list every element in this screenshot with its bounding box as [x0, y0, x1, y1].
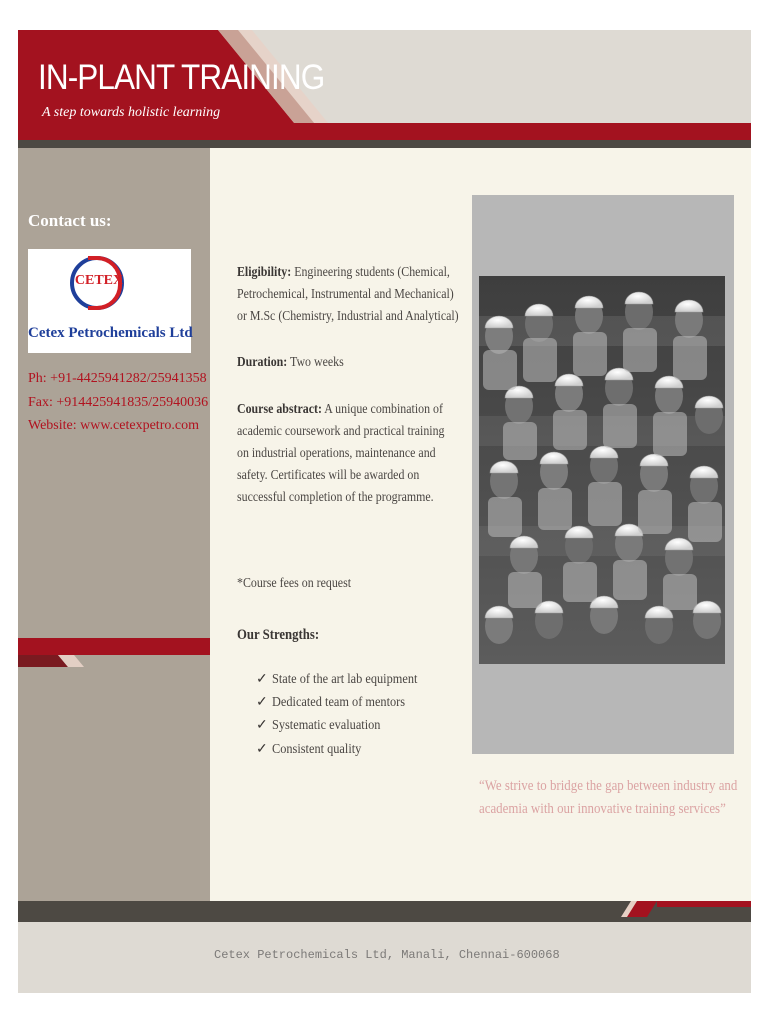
logo-mark-text: CETEX — [74, 273, 124, 288]
abstract-line: safety. Certificates will be awarded on — [237, 468, 420, 483]
workers-photo-illustration — [479, 276, 725, 664]
abstract-line: A unique combination of — [324, 402, 443, 417]
abstract-label: Course abstract: — [237, 402, 322, 417]
strength-item: State of the art lab equipment — [272, 672, 418, 687]
contact-sidebar — [18, 148, 210, 917]
eligibility-line: Petrochemical, Instrumental and Mechanical) — [237, 287, 454, 302]
contact-website-link[interactable]: Website: www.cetexpetro.com — [28, 418, 199, 433]
workers-group-photo — [479, 276, 725, 664]
footer-red-strip — [657, 901, 751, 907]
contact-phone: Ph: +91-4425941282/25941358 — [28, 371, 207, 386]
page-title: IN-PLANT TRAINING — [38, 58, 325, 97]
checkmark-icon: ✓ — [256, 742, 268, 757]
strength-item: Dedicated team of mentors — [272, 695, 406, 710]
logo-company-name: Cetex Petrochemicals Ltd — [28, 325, 193, 341]
checkmark-icon: ✓ — [256, 672, 268, 687]
checkmark-icon: ✓ — [256, 718, 268, 733]
duration-block — [237, 352, 344, 374]
footer-address: Cetex Petrochemicals Ltd, Manali, Chennai-600068 — [214, 948, 560, 962]
brochure-page — [18, 30, 751, 993]
quote-line: “We strive to bridge the gap between industry and — [479, 778, 738, 794]
company-logo — [28, 249, 191, 353]
abstract-line: successful completion of the programme. — [237, 490, 434, 505]
abstract-line: on industrial operations, maintenance and — [237, 446, 436, 461]
eligibility-block — [237, 262, 459, 328]
sidebar-band-shadow — [18, 655, 210, 667]
contact-fax: Fax: +914425941835/25940036 — [28, 395, 209, 410]
strengths-heading: Our Strengths: — [237, 627, 320, 643]
strength-item: Consistent quality — [272, 742, 362, 757]
duration-label: Duration: — [237, 355, 288, 370]
contact-heading: Contact us: — [28, 211, 112, 230]
duration-value: Two weeks — [290, 355, 344, 370]
strength-item: Systematic evaluation — [272, 718, 381, 733]
sidebar-red-band — [18, 638, 210, 655]
fees-note: *Course fees on request — [237, 576, 352, 591]
quote-line: academia with our innovative training services” — [479, 801, 726, 817]
mission-quote — [479, 775, 737, 821]
eligibility-line: or M.Sc (Chemistry, Industrial and Analytical) — [237, 309, 459, 324]
page-tagline: A step towards holistic learning — [42, 105, 221, 120]
abstract-block — [237, 399, 444, 509]
header-dark-bar — [18, 140, 751, 148]
abstract-line: academic coursework and practical training — [237, 424, 445, 439]
eligibility-line: Engineering students (Chemical, — [294, 265, 450, 280]
header-red-bar — [18, 123, 751, 140]
eligibility-label: Eligibility: — [237, 265, 292, 280]
checkmark-icon: ✓ — [256, 695, 268, 710]
